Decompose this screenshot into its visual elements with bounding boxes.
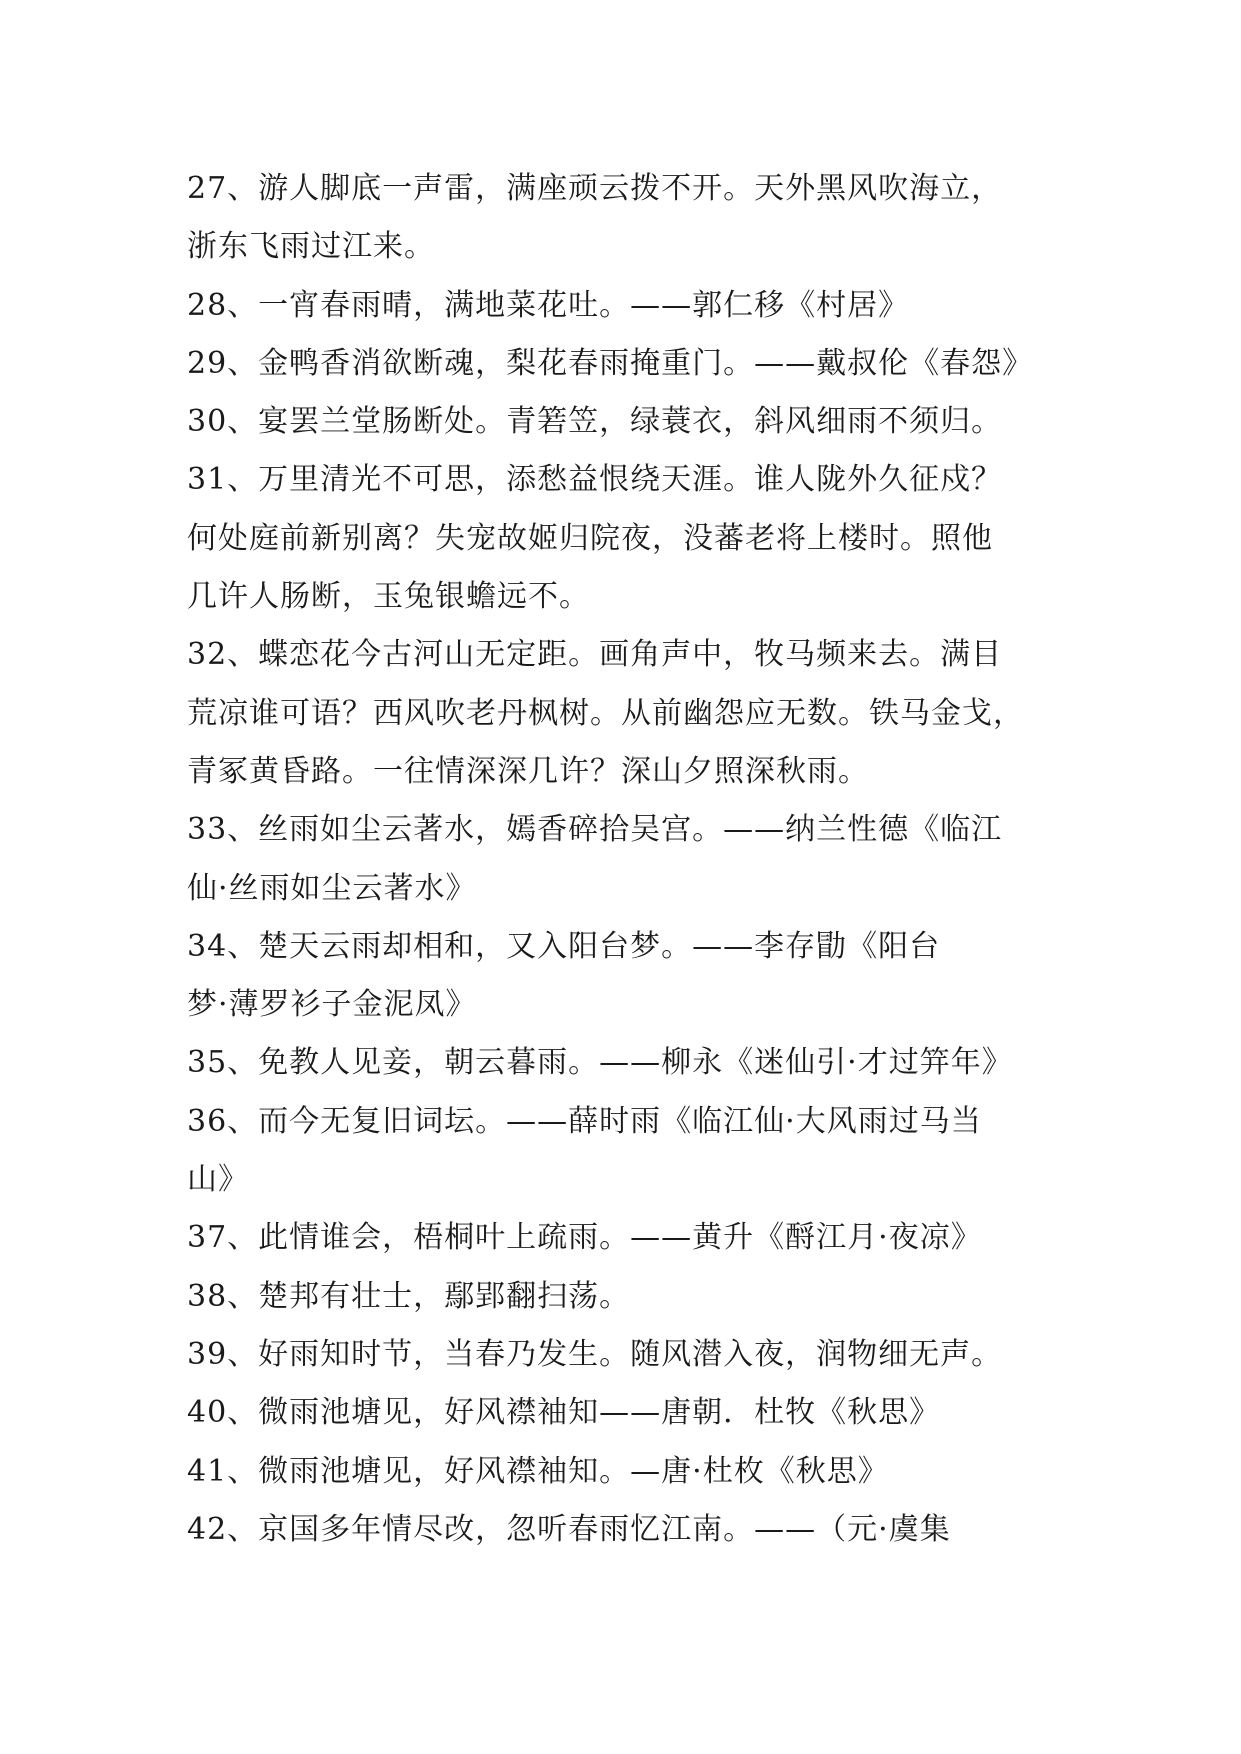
text-line: 42、京国多年情尽改，忽听春雨忆江南。——（元·虞集 <box>187 1511 951 1547</box>
text-line: 28、一宵春雨晴，满地菜花吐。——郭仁移《村居》 <box>187 287 910 323</box>
text-line: 浙东飞雨过江来。 <box>187 229 435 265</box>
text-line: 39、好雨知时节，当春乃发生。随风潜入夜，润物细无声。 <box>187 1336 1003 1372</box>
text-line: 37、此情谁会，梧桐叶上疏雨。——黄升《酹江月·夜凉》 <box>187 1220 982 1256</box>
text-line: 41、微雨池塘见，好风襟袖知。—唐·杜枚《秋思》 <box>187 1453 889 1489</box>
text-line: 34、楚天云雨却相和，又入阳台梦。——李存勖《阳台 <box>187 928 941 964</box>
text-line: 27、游人脚底一声雷，满座顽云拨不开。天外黑风吹海立， <box>187 171 1003 206</box>
text-line: 32、蝶恋花今古河山无定距。画角声中，牧马频来去。满目 <box>187 637 1003 673</box>
text-line: 山》 <box>187 1162 249 1198</box>
text-line: 33、丝雨如尘云著水，嫣香碎拾吴宫。——纳兰性德《临江 <box>187 812 1003 848</box>
text-line: 仙·丝雨如尘云著水》 <box>187 870 477 906</box>
text-line: 梦·薄罗衫子金泥凤》 <box>187 987 477 1023</box>
text-line: 荒凉谁可语？西风吹老丹枫树。从前幽怨应无数。铁马金戈， <box>187 695 1024 731</box>
text-line: 29、金鸭香消欲断魂，梨花春雨掩重门。——戴叔伦《春怨》 <box>187 345 1034 381</box>
text-line: 38、楚邦有壮士，鄢郢翻扫荡。 <box>187 1278 631 1314</box>
poem-list <box>187 160 1072 1559</box>
text-line: 36、而今无复旧词坛。——薛时雨《临江仙·大风雨过马当 <box>187 1103 982 1139</box>
text-line: 30、宴罢兰堂肠断处。青箬笠，绿蓑衣，斜风细雨不须归。 <box>187 404 1003 440</box>
text-line: 40、微雨池塘见，好风襟袖知——唐朝．杜牧《秋思》 <box>187 1395 941 1431</box>
text-line: 几许人肠断，玉兔银蟾远不。 <box>187 579 590 615</box>
text-line: 青冢黄昏路。一往情深深几许？深山夕照深秋雨。 <box>187 753 869 789</box>
text-line: 何处庭前新别离？失宠故姬归院夜，没蕃老将上楼时。照他 <box>187 520 993 556</box>
text-line: 35、免教人见妾，朝云暮雨。——柳永《迷仙引·才过笄年》 <box>187 1045 1013 1081</box>
text-line: 31、万里清光不可思，添愁益恨绕天涯。谁人陇外久征戍？ <box>187 462 1003 498</box>
